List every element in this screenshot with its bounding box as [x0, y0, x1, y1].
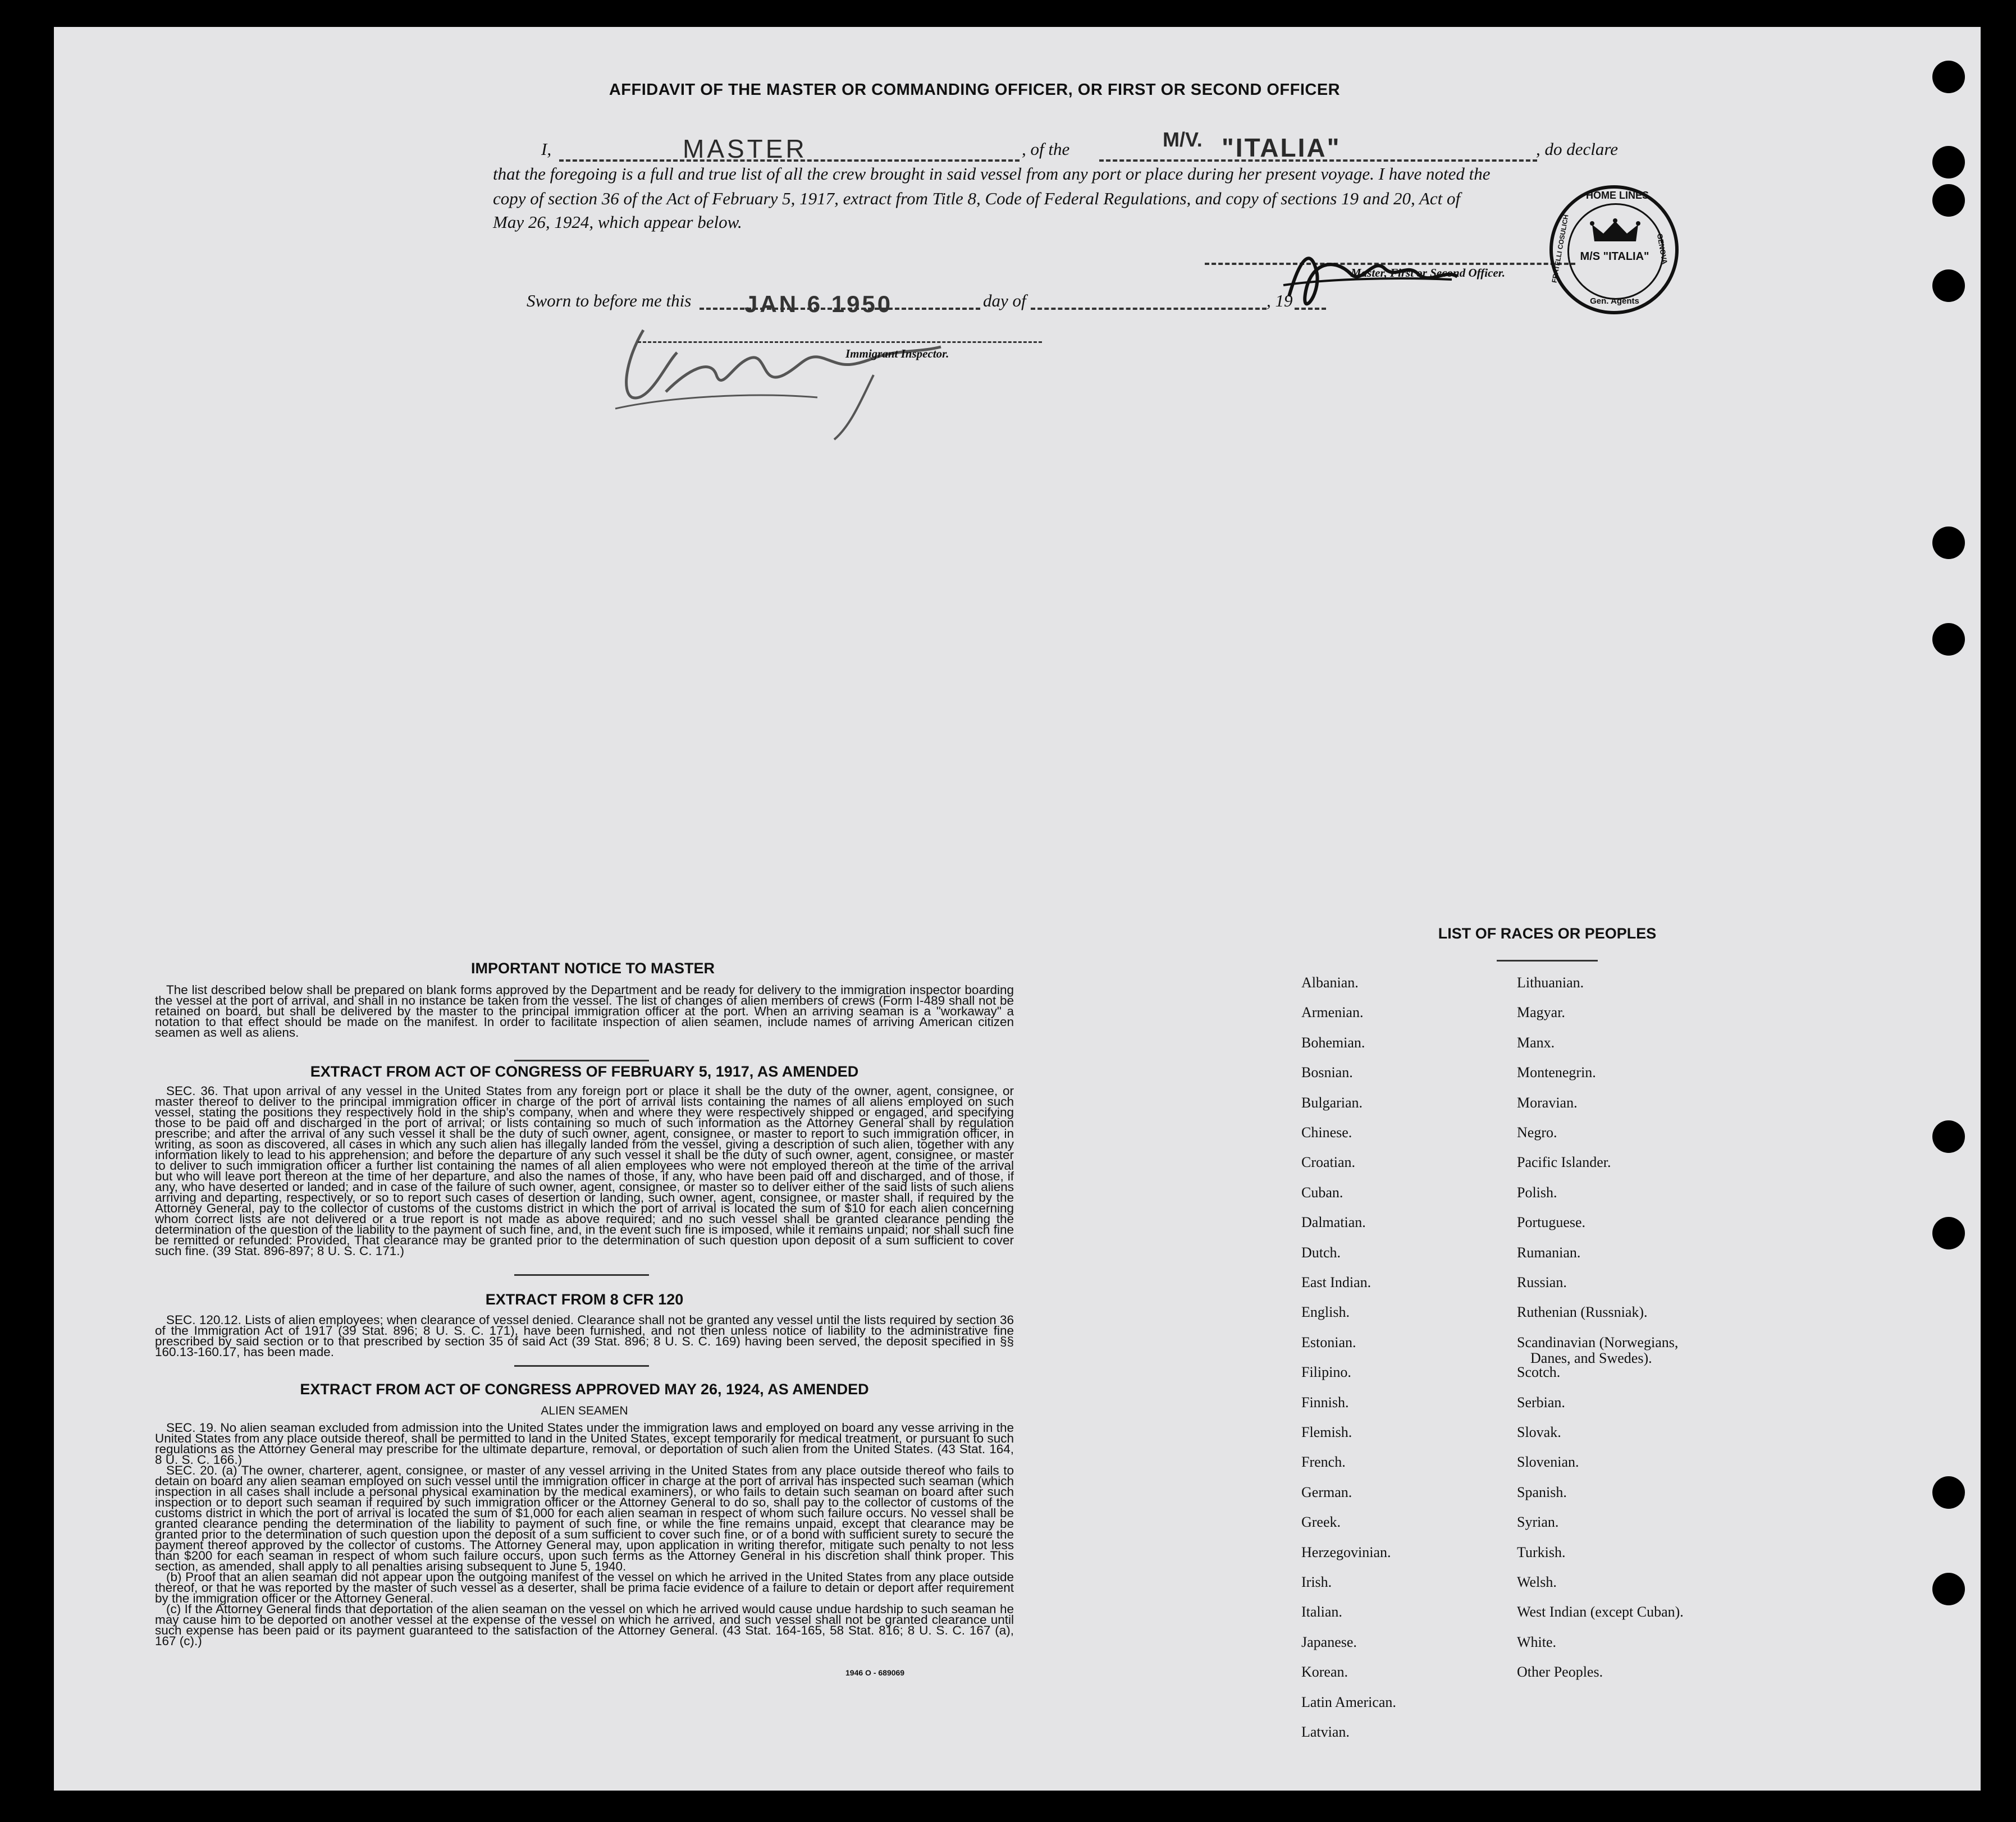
day-of-label: day of: [983, 291, 1026, 310]
race-item: Filipino.: [1301, 1364, 1351, 1381]
vessel-name: "ITALIA": [1222, 133, 1341, 162]
divider: [514, 1365, 649, 1367]
i-label: I,: [541, 139, 552, 159]
race-item: Herzegovinian.: [1301, 1544, 1391, 1560]
race-item: Dutch.: [1301, 1244, 1341, 1261]
race-item: Japanese.: [1301, 1633, 1357, 1650]
race-item: West Indian (except Cuban).: [1517, 1604, 1684, 1620]
race-item: Albanian.: [1301, 974, 1359, 991]
race-item: Cuban.: [1301, 1184, 1343, 1201]
sworn-date-stamp: JAN 6 1950: [744, 291, 893, 317]
races-title: LIST OF RACES OR PEOPLES: [1438, 925, 1657, 942]
race-item: Greek.: [1301, 1514, 1341, 1531]
extract-1924-title: EXTRACT FROM ACT OF CONGRESS APPROVED MAY 26, 1924, AS AMENDED: [300, 1381, 869, 1398]
inspector-caption: Immigrant Inspector.: [845, 347, 949, 360]
stamp-center-text: M/S "ITALIA": [1580, 250, 1649, 263]
notice-body: [155, 985, 1014, 1038]
race-item: Bohemian.: [1301, 1034, 1365, 1051]
affidavit-title: AFFIDAVIT OF THE MASTER OR COMMANDING OFFICER, OR FIRST OR SECOND OFFICER: [609, 81, 1341, 99]
notice-paragraph: The list described below shall be prepared on blank forms approved by the Department and be ready for delivery to the immigration inspector boarding the vessel at the port of arrival, and shall in no instance be taken from the vessel. The list of changes of alien members of crews (Form I-489 shall not be retained on board, but shall be delivered by the master to the principal immigration officer at the port. When an arriving seaman is a "workaway" a notation to that effect should be made on the manifest. In order to facilitate inspection of alien seamen, include names of arriving American citizen seamen as well as aliens.: [155, 983, 1014, 1040]
section-120-text: SEC. 120.12. Lists of alien employees; when clearance of vessel denied. Clearance shall not be granted any vessel until the lists required by section 36 of the Immigration Act of 1917 (39 Stat. 896; 8 U. S. C. 171), have been furnished, and not then unless notice of liability to the administrative fine prescribed by said section or to that prescribed by section 35 of said Act (39 Stat. 896; 8 U. S. C. 169) having been served, the deposit specified in §§ 160.13-160.17, has been made.: [155, 1313, 1014, 1359]
race-item: Spanish.: [1517, 1484, 1567, 1500]
extract-1917-body: [155, 1086, 1014, 1256]
race-item: Manx.: [1517, 1034, 1555, 1051]
race-item: Irish.: [1301, 1574, 1332, 1590]
of-the-label: , of the: [1022, 139, 1070, 159]
race-item: Bulgarian.: [1301, 1094, 1363, 1111]
vessel-prefix: M/V.: [1163, 128, 1203, 151]
crown-icon: [1590, 218, 1640, 246]
stamp-top-text: HOME LINES: [1585, 190, 1649, 201]
sworn-prefix: Sworn to before me this: [527, 291, 692, 310]
year-prefix: , 19: [1267, 291, 1293, 310]
race-item: Danes, and Swedes).: [1530, 1349, 1652, 1366]
punch-hole: [1932, 1217, 1965, 1249]
punch-hole: [1932, 269, 1965, 302]
section-36-text: SEC. 36. That upon arrival of any vessel in the United States from any foreign port or place it shall be the duty of the owner, agent, consignee, or master thereof to deliver to the principal immigration officer in charge of the port of arrival lists containing the names of all aliens employed on such vessel, stating the positions they respectively hold in the ship's company, when and where they were respectively shipped or engaged, and specifying those to be paid off and discharged in the port of arrival; or lists containing so much of such information as the Attorney General shall by regulation prescribe; and after the arrival of any such vessel it shall be the duty of such owner, agent, consignee, or master to report to such immigration officer, in writing, as soon as discovered, all cases in which any such alien has illegally landed from the vessel, giving a description of such alien, together with any information likely to lead to his apprehension; and before the departure of any such vessel it shall be the duty of such owner, agent, consignee, or master to deliver to such immigration officer a further list containing the names of all alien employees who were not employed thereon at the time of the arrival but who will leave port thereon at the time of her departure, and also the names of those, if any, who have been paid off and discharged, and of those, if any, who have deserted or landed; and in case of the failure of such owner, agent, consignee, or master so to deliver either of the said lists of such aliens arriving and departing, respectively, or so to report such cases of desertion or landing, such owner, agent, consignee, or master shall, if required by the Attorney General, pay to the collector of customs of the customs district in which the port of arrival is located the sum of $10 for each alien concerning whom correct lists are not delivered or a true report is not made as above required; and no such vessel shall be granted clearance pending the determination of the question of the liability to the payment of such fine, and, in the event such fine is imposed, while it remains unpaid; nor shall such fine be remitted or refunded: Provided, That clearance may be granted prior to the determination of such question upon deposit of a sum sufficient to cover such fine. (39 Stat. 896-897; 8 U. S. C. 171.): [155, 1084, 1014, 1258]
alien-seamen-subtitle: ALIEN SEAMEN: [541, 1404, 628, 1417]
extract-cfr-title: EXTRACT FROM 8 CFR 120: [485, 1291, 684, 1308]
officer-caption: Master, First or Second Officer.: [1351, 266, 1505, 280]
document-page: [54, 27, 1981, 1791]
race-item: Armenian.: [1301, 1004, 1364, 1021]
extract-1924-body: [155, 1422, 1014, 1646]
punch-hole: [1932, 146, 1965, 178]
race-item: Dalmatian.: [1301, 1214, 1366, 1231]
race-item: Portuguese.: [1517, 1214, 1586, 1231]
punch-hole: [1932, 61, 1965, 93]
race-item: Latin American.: [1301, 1693, 1396, 1710]
rank-value: MASTER: [683, 134, 807, 163]
section-20a-text: SEC. 20. (a) The owner, charterer, agent, consignee, or master of any vessel arriving in the United States from any place outside thereof who fails to detain on board any alien seaman employed on such vessel until the immigration officer in charge at the port of arrival has inspected such seaman (which inspection in all cases shall include a personal physical examination by the medical examiners), or who fails to detain such seaman on board after such inspection or to deport such seaman if required by such immigration officer or the Attorney General to do so, shall pay to the collector of customs of the customs district in which the port of arrival is located the sum of $1,000 for each alien seaman in respect of whom such failure occurs. No vessel shall be granted clearance pending the determination of the liability to payment of such fine, or while the fine remains unpaid, except that clearance may be granted prior to the determination of such question upon the deposit of a sum sufficient to cover such fine, or of a bond with sufficient surety to secure the payment thereof approved by the collector of customs. The Attorney General may, upon application in writing therefor, mitigate such penalty to not less than $200 for each seaman in respect of whom such failure occurs, upon such terms as the Attorney General in his discretion shall think proper. This section, as amended, shall apply to all penalties arising subsequent to June 5, 1940.: [155, 1463, 1014, 1573]
company-stamp: [1549, 185, 1679, 314]
month-field-line: [1031, 308, 1267, 310]
inspector-signature: [582, 313, 986, 442]
divider: [514, 1060, 649, 1061]
race-item: Welsh.: [1517, 1574, 1557, 1590]
race-item: Scandinavian (Norwegians,: [1517, 1334, 1679, 1351]
section-20c-text: (c) If the Attorney General finds that deportation of the alien seaman on the vessel on which he arrived would cause undue hardship to such seaman he may cause him to be deported on another vessel at the expense of the vessel on which he arrived, and such vessel shall not be granted clearance until such expense has been paid or its payment guaranteed to the satisfaction of the Attorney General. (43 Stat. 164-165, 58 Stat. 816; 8 U. S. C. 167 (a), 167 (c).): [155, 1602, 1014, 1648]
punch-hole: [1932, 623, 1965, 656]
race-item: Korean.: [1301, 1664, 1348, 1681]
race-item: Estonian.: [1301, 1334, 1356, 1351]
affidavit-line-4: May 26, 1924, which appear below.: [493, 212, 742, 232]
extract-cfr-body: [155, 1315, 1014, 1357]
race-item: White.: [1517, 1633, 1557, 1650]
race-item: Latvian.: [1301, 1724, 1350, 1740]
race-item: Turkish.: [1517, 1544, 1566, 1560]
race-item: Moravian.: [1517, 1094, 1578, 1111]
race-item: Bosnian.: [1301, 1064, 1353, 1081]
race-item: Croatian.: [1301, 1154, 1356, 1171]
extract-1917-title: EXTRACT FROM ACT OF CONGRESS OF FEBRUARY 5, 1917, AS AMENDED: [310, 1063, 859, 1080]
print-code: 1946 O - 689069: [845, 1668, 905, 1677]
stamp-bottom-text: Gen. Agents: [1590, 296, 1639, 306]
race-item: Flemish.: [1301, 1424, 1352, 1440]
stamp-left-text: FRATELLI COSULICH: [1550, 214, 1570, 283]
race-item: Other Peoples.: [1517, 1664, 1603, 1681]
year-field-line: [1295, 308, 1326, 310]
race-item: Syrian.: [1517, 1514, 1559, 1531]
affidavit-line-3: copy of section 36 of the Act of February 5, 1917, extract from Title 8, Code of Federal Regulations, and copy of sections 19 and 20, Act of: [493, 189, 1461, 208]
section-20b-text: (b) Proof that an alien seaman did not appear upon the outgoing manifest of the vessel on which he arrived in the United States from any place outside thereof, or that he was reported by the master of such vessel as a deserter, shall be prima facie evidence of a failure to detain or deport after requirement by the immigration officer or the Attorney General.: [155, 1570, 1014, 1605]
race-item: French.: [1301, 1454, 1346, 1471]
notice-title: IMPORTANT NOTICE TO MASTER: [471, 960, 715, 977]
inspector-signature-line: [638, 341, 1042, 343]
punch-hole: [1932, 1120, 1965, 1153]
divider: [1497, 960, 1598, 962]
race-item: Scotch.: [1517, 1364, 1561, 1381]
race-item: Ruthenian (Russniak).: [1517, 1304, 1648, 1321]
race-item: Chinese.: [1301, 1124, 1352, 1141]
punch-hole: [1932, 184, 1965, 217]
race-item: German.: [1301, 1484, 1352, 1500]
race-item: Slovak.: [1517, 1424, 1561, 1440]
race-item: Serbian.: [1517, 1394, 1565, 1411]
race-item: Pacific Islander.: [1517, 1154, 1611, 1171]
section-19-text: SEC. 19. No alien seaman excluded from admission into the United States under the immigration laws and employed on board any vesse arriving in the United States from any place outside thereof, shall be permitted to land in the United States, except temporarily for medical treatment, or pursuant to such regulations as the Attorney General may prescribe for the ultimate departure, removal, or deportation of such alien from the United States. (43 Stat. 164, 8 U. S. C. 166.): [155, 1421, 1014, 1467]
race-item: Russian.: [1517, 1274, 1567, 1290]
race-item: English.: [1301, 1304, 1350, 1321]
race-item: Negro.: [1517, 1124, 1557, 1141]
punch-hole: [1932, 1573, 1965, 1605]
race-item: Italian.: [1301, 1604, 1342, 1620]
race-item: East Indian.: [1301, 1274, 1372, 1290]
affidavit-line-2: that the foregoing is a full and true list of all the crew brought in said vessel from any port or place during her present voyage. I have noted the: [493, 164, 1491, 184]
divider: [514, 1274, 649, 1276]
punch-hole: [1932, 527, 1965, 559]
race-item: Rumanian.: [1517, 1244, 1581, 1261]
race-item: Polish.: [1517, 1184, 1557, 1201]
race-item: Magyar.: [1517, 1004, 1565, 1021]
race-item: Slovenian.: [1517, 1454, 1579, 1471]
punch-hole: [1932, 1476, 1965, 1509]
race-item: Montenegrin.: [1517, 1064, 1596, 1081]
stamp-right-text: GENOVA: [1655, 232, 1670, 265]
race-item: Lithuanian.: [1517, 974, 1584, 991]
do-declare-label: , do declare: [1536, 139, 1619, 159]
race-item: Finnish.: [1301, 1394, 1349, 1411]
